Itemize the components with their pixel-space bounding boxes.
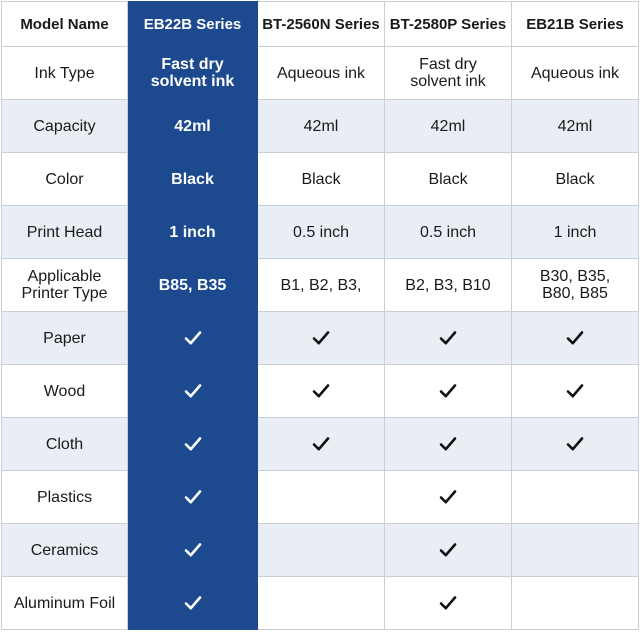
table-row (2, 312, 639, 365)
check-icon (312, 383, 330, 399)
check-icon (184, 330, 202, 346)
table-row (2, 524, 639, 577)
check-icon (439, 489, 457, 505)
check-icon (184, 436, 202, 452)
spec-cell: B2, B3, B10 (385, 259, 512, 312)
table-row (2, 100, 639, 153)
table-row (2, 418, 639, 471)
check-icon (312, 436, 330, 452)
support-cell (512, 471, 639, 524)
spec-cell: B85, B35 (128, 259, 258, 312)
check-icon (439, 330, 457, 346)
row-label: Aluminum Foil (2, 577, 128, 630)
check-icon (566, 330, 584, 346)
support-cell (258, 524, 385, 577)
support-cell (385, 365, 512, 418)
support-cell (128, 312, 258, 365)
header-bt-2560n-series: BT-2560N Series (258, 2, 385, 47)
check-icon (184, 595, 202, 611)
check-icon (184, 489, 202, 505)
support-cell (385, 418, 512, 471)
check-icon (439, 542, 457, 558)
row-label: Capacity (2, 100, 128, 153)
support-cell (258, 312, 385, 365)
support-cell (258, 365, 385, 418)
support-cell (258, 418, 385, 471)
spec-cell: Aqueous ink (258, 47, 385, 100)
support-cell (128, 365, 258, 418)
support-cell (512, 418, 639, 471)
support-cell (512, 312, 639, 365)
support-cell (128, 524, 258, 577)
spec-cell: B30, B35, B80, B85 (512, 259, 639, 312)
spec-cell: 42ml (128, 100, 258, 153)
support-cell (385, 577, 512, 630)
spec-cell: Black (512, 153, 639, 206)
row-label: Plastics (2, 471, 128, 524)
row-label: Wood (2, 365, 128, 418)
check-icon (439, 383, 457, 399)
spec-cell: Fast dry solvent ink (128, 47, 258, 100)
row-label: Applicable Printer Type (2, 259, 128, 312)
table-header-row (2, 2, 639, 47)
check-icon (184, 383, 202, 399)
header-eb21b-series: EB21B Series (512, 2, 639, 47)
spec-cell: 42ml (258, 100, 385, 153)
row-label: Color (2, 153, 128, 206)
spec-cell: B1, B2, B3, (258, 259, 385, 312)
ink-comparison-table (1, 1, 639, 630)
row-label: Ink Type (2, 47, 128, 100)
support-cell (128, 418, 258, 471)
table-row (2, 47, 639, 100)
spec-cell: 42ml (385, 100, 512, 153)
spec-cell: Black (128, 153, 258, 206)
row-label: Ceramics (2, 524, 128, 577)
table-row (2, 365, 639, 418)
row-label: Print Head (2, 206, 128, 259)
spec-cell: Black (258, 153, 385, 206)
spec-cell: 0.5 inch (385, 206, 512, 259)
check-icon (566, 436, 584, 452)
support-cell (385, 524, 512, 577)
header-bt-2580p-series: BT-2580P Series (385, 2, 512, 47)
row-label: Cloth (2, 418, 128, 471)
check-icon (312, 330, 330, 346)
support-cell (385, 471, 512, 524)
spec-cell: 1 inch (128, 206, 258, 259)
spec-cell: Black (385, 153, 512, 206)
table-row (2, 259, 639, 312)
support-cell (128, 471, 258, 524)
table-row (2, 153, 639, 206)
spec-cell: 1 inch (512, 206, 639, 259)
check-icon (439, 436, 457, 452)
check-icon (184, 542, 202, 558)
support-cell (128, 577, 258, 630)
support-cell (385, 312, 512, 365)
spec-cell: Aqueous ink (512, 47, 639, 100)
row-label: Paper (2, 312, 128, 365)
spec-cell: Fast dry solvent ink (385, 47, 512, 100)
support-cell (512, 365, 639, 418)
spec-cell: 0.5 inch (258, 206, 385, 259)
support-cell (258, 471, 385, 524)
table-body (2, 47, 639, 630)
support-cell (258, 577, 385, 630)
check-icon (566, 383, 584, 399)
table-row (2, 471, 639, 524)
spec-cell: 42ml (512, 100, 639, 153)
header-eb22b-series: EB22B Series (128, 2, 258, 47)
table-row (2, 577, 639, 630)
header-model-name: Model Name (2, 2, 128, 47)
support-cell (512, 577, 639, 630)
check-icon (439, 595, 457, 611)
support-cell (512, 524, 639, 577)
table-row (2, 206, 639, 259)
